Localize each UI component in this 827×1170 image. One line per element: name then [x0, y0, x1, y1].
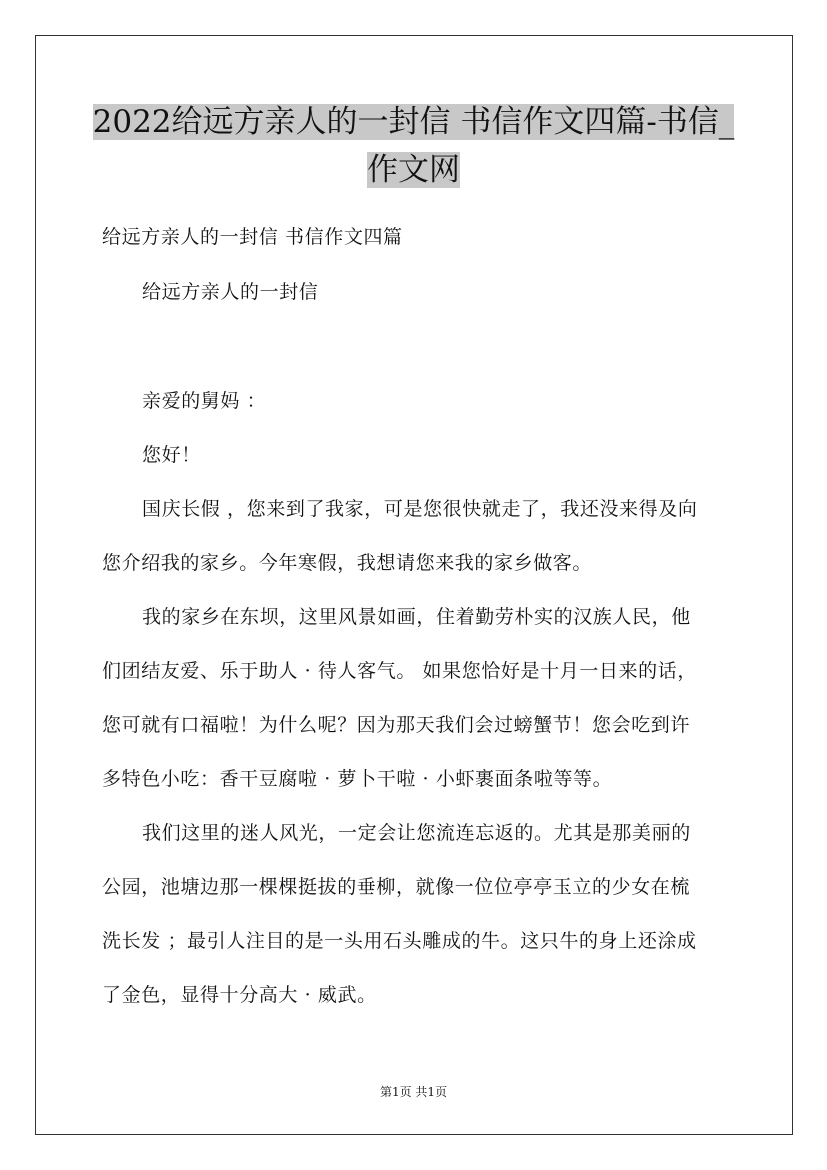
- letter-heading: 给远方亲人的一封信: [142, 281, 319, 303]
- paragraph-2-line-3: 您可就有口福啦！为什么呢？因为那天我们会过螃蟹节！您会吃到许: [102, 714, 691, 736]
- document-title: [60, 98, 767, 194]
- paragraph-2-line-4: 多特色小吃：香干豆腐啦 · 萝卜干啦 · 小虾裹面条啦等等。: [102, 768, 613, 790]
- document-title-line-1: 2022给远方亲人的一封信 书信作文四篇-书信_: [92, 104, 735, 140]
- salutation: 亲爱的舅妈 ：: [142, 390, 267, 412]
- subtitle: 给远方亲人的一封信 书信作文四篇: [102, 226, 403, 248]
- paragraph-2-line-2: 们团结友爱、乐于助人 · 待人客气。 如果您恰好是十月一日来的话，: [102, 660, 697, 682]
- paragraph-1-line-1: 国庆长假 ，您来到了我家，可是您很快就走了，我还没来得及向: [142, 498, 698, 520]
- paragraph-2-line-1: 我的家乡在东坝，这里风景如画，住着勤劳朴实的汉族人民，他: [142, 606, 691, 628]
- page-border: [35, 35, 793, 1135]
- paragraph-3-line-2: 公园，池塘边那一棵棵挺拔的垂柳，就像一位位亭亭玉立的少女在梳: [102, 876, 691, 898]
- paragraph-1-line-2: 您介绍我的家乡。今年寒假，我想请您来我的家乡做客。: [102, 552, 593, 574]
- paragraph-3-line-4: 了金色，显得十分高大 · 威武。: [102, 984, 377, 1006]
- paragraph-3-line-3: 洗长发 ；最引人注目的是一头用石头雕成的牛。这只牛的身上还涂成: [102, 930, 697, 952]
- page-footer: 第1页 共1页: [379, 1085, 448, 1099]
- document-title-line-2: 作文网: [367, 152, 460, 188]
- paragraph-3-line-1: 我们这里的迷人风光，一定会让您流连忘返的。尤其是那美丽的: [142, 822, 691, 844]
- greeting: 您好！: [142, 444, 201, 466]
